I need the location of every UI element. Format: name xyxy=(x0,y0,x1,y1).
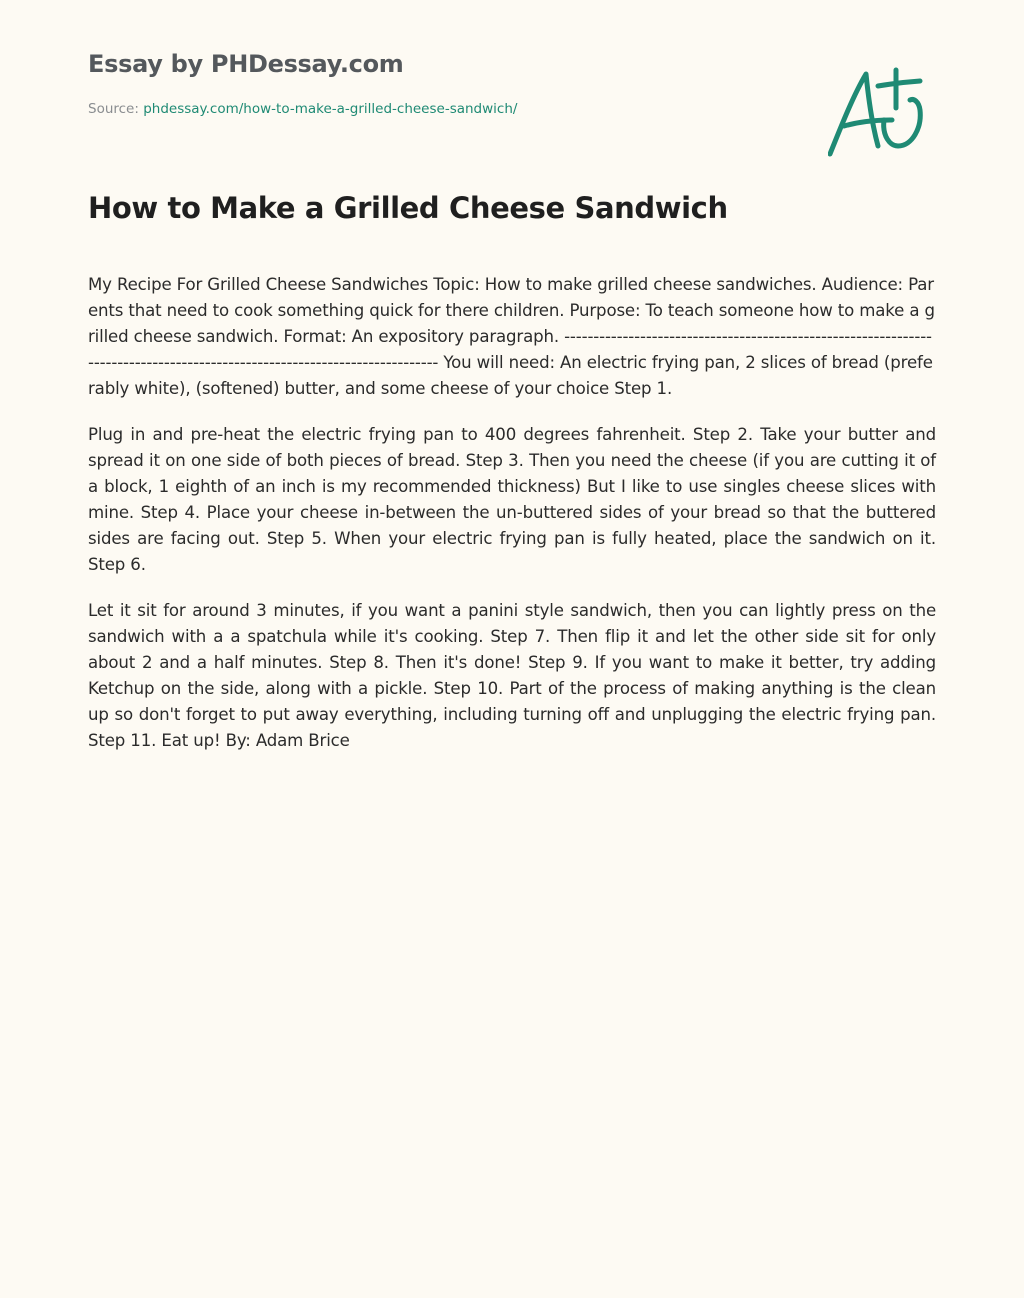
source-link[interactable]: phdessay.com/how-to-make-a-grilled-cheese-sandwich/ xyxy=(143,101,518,117)
source-line xyxy=(88,101,517,117)
essay-body xyxy=(88,272,936,774)
source-label: Source: xyxy=(88,101,144,117)
paragraph-3: Let it sit for around 3 minutes, if you want a panini style sandwich, then you can lightly press on the sandwich with a a spatchula while it's cooking. Step 7. Then flip it and let the other side sit for only about 2 and a half minutes. Step 8. Then it's done! Step 9. If you want to make it better, try adding Ketchup on the side, along with a pickle. Step 10. Part of the process of making anything is the clean up so don't forget to put away everything, including turning off and unplugging the electric frying pan. Step 11. Eat up! By: Adam Brice xyxy=(88,601,936,750)
essay-title: How to Make a Grilled Cheese Sandwich xyxy=(88,191,728,225)
a-plus-icon xyxy=(828,64,928,160)
paragraph-2: Plug in and pre-heat the electric frying pan to 400 degrees fahrenheit. Step 2. Take your butter and spread it on one side of both pieces of bread. Step 3. Then you need the cheese (if you are cutting it of a block, 1 eighth of an inch is my recommended thickness) But I like to use singles cheese slices with mine. Step 4. Place your cheese in-between the un-buttered sides of your bread so that the buttered sides are facing out. Step 5. When your electric frying pan is fully heated, place the sandwich on it. Step 6. xyxy=(88,425,936,574)
paragraph-1: My Recipe For Grilled Cheese Sandwiches Topic: How to make grilled cheese sandwiches. Audience: Parents that need to cook something quick for there children. Purpose: To teach someone how to make a grilled cheese sandwich. Format: An expository paragraph. --------------------------------------------------------------------------------------------------------------------------- You will need: An electric frying pan, 2 slices of bread (preferably white), (softened) butter, and some cheese of your choice Step 1. xyxy=(88,275,935,398)
site-brand: Essay by PHDessay.com xyxy=(88,50,404,78)
